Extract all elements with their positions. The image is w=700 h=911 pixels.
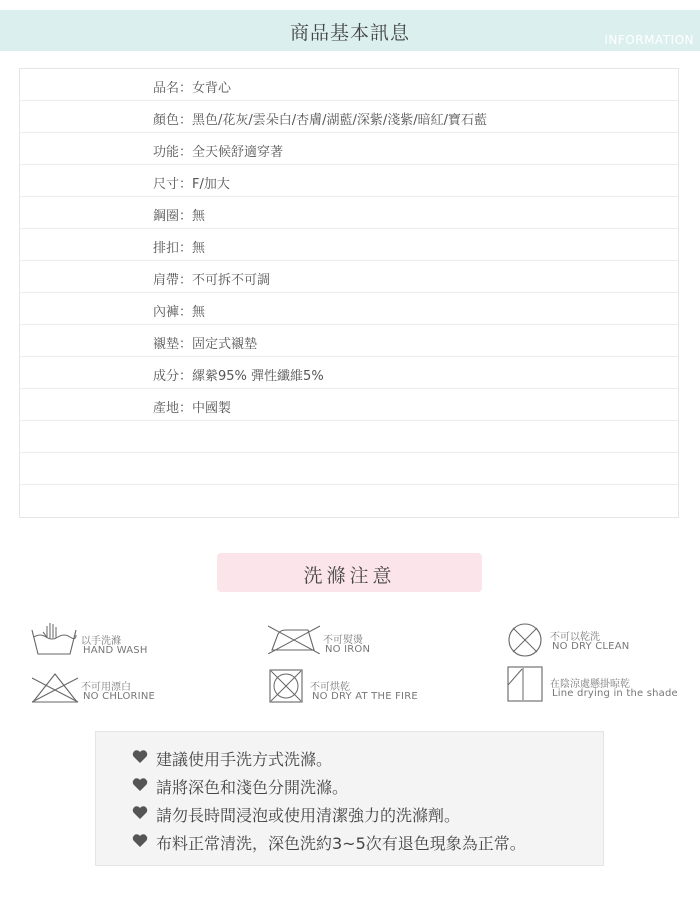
spec-row-origin [20,389,678,421]
care-label-zh: 不可用漂白 [81,682,131,693]
care-label-zh: 不可烘乾 [310,682,350,693]
spec-row-empty [20,421,678,453]
no-tumble-dry-icon [268,668,304,704]
spec-label: 襯墊： [153,337,193,352]
tip-text: 請勿長時間浸泡或使用清潔強力的洗滌劑。 [156,806,461,825]
spec-value: F/加大 [192,177,230,192]
spec-value: 黑色/花灰/雲朵白/杏膚/湖藍/深紫/淺紫/暗紅/寶石藍 [192,113,488,128]
care-label-zh: 不可熨燙 [323,635,363,646]
spec-row-empty [20,485,678,517]
spec-row-color [20,101,678,133]
care-label-en: NO CHLORINE [83,691,156,702]
spec-value: 無 [192,209,206,224]
spec-label: 成分： [153,369,193,384]
spec-label: 品名： [153,81,193,96]
spec-value: 縲縈95% 彈性纖維5% [192,369,324,384]
spec-value: 固定式襯墊 [192,337,258,352]
spec-value: 全天候舒適穿著 [192,145,284,160]
spec-value: 中國製 [192,401,232,416]
no-chlorine-icon [30,672,80,704]
spec-row-straps [20,261,678,293]
heart-icon [132,805,148,820]
spec-row-function [20,133,678,165]
care-tips-box [95,731,604,866]
spec-value: 不可拆不可調 [192,273,271,288]
page-title: 商品基本訊息 [289,22,410,44]
care-label-zh: 以手洗滌 [81,636,121,647]
line-dry-shade-icon [506,665,544,703]
spec-label: 尺寸： [153,177,193,192]
tip-text: 請將深色和淺色分開洗滌。 [156,778,349,797]
heart-icon [132,749,148,764]
care-label-en: HAND WASH [83,645,148,656]
spec-label: 肩帶： [153,273,193,288]
spec-label: 內褲： [153,305,193,320]
care-label-en: Line drying in the shade [552,688,678,699]
care-label-en: NO IRON [325,644,371,655]
header-subtitle: INFORMATION [604,33,694,47]
spec-row-briefs [20,293,678,325]
spec-value: 女背心 [192,81,232,96]
spec-row-material [20,357,678,389]
tip-text: 建議使用手洗方式洗滌。 [156,750,333,769]
no-iron-icon [268,624,320,654]
care-label-zh: 不可以乾洗 [550,632,600,643]
spec-row-empty [20,453,678,485]
spec-label: 鋼圈： [153,209,193,224]
hand-wash-icon [30,620,78,656]
spec-row-size [20,165,678,197]
care-title: 洗滌注意 [303,565,396,587]
spec-label: 排扣： [153,241,193,256]
spec-label: 顏色： [153,113,193,128]
spec-row-clasp [20,229,678,261]
spec-value: 無 [192,241,206,256]
spec-row-underwire [20,197,678,229]
care-label-en: NO DRY AT THE FIRE [312,691,418,702]
spec-row-name [20,69,678,101]
no-dry-clean-icon [506,621,544,659]
spec-row-padding [20,325,678,357]
spec-table [19,68,679,518]
spec-value: 無 [192,305,206,320]
care-label-en: NO DRY CLEAN [552,641,630,652]
heart-icon [132,833,148,848]
spec-label: 產地： [153,401,193,416]
care-label-zh: 在陰涼處懸掛晾乾 [550,679,630,690]
tip-text: 布料正常清洗，深色洗約3~5次有退色現象為正常。 [156,834,526,853]
heart-icon [132,777,148,792]
spec-label: 功能： [153,145,193,160]
